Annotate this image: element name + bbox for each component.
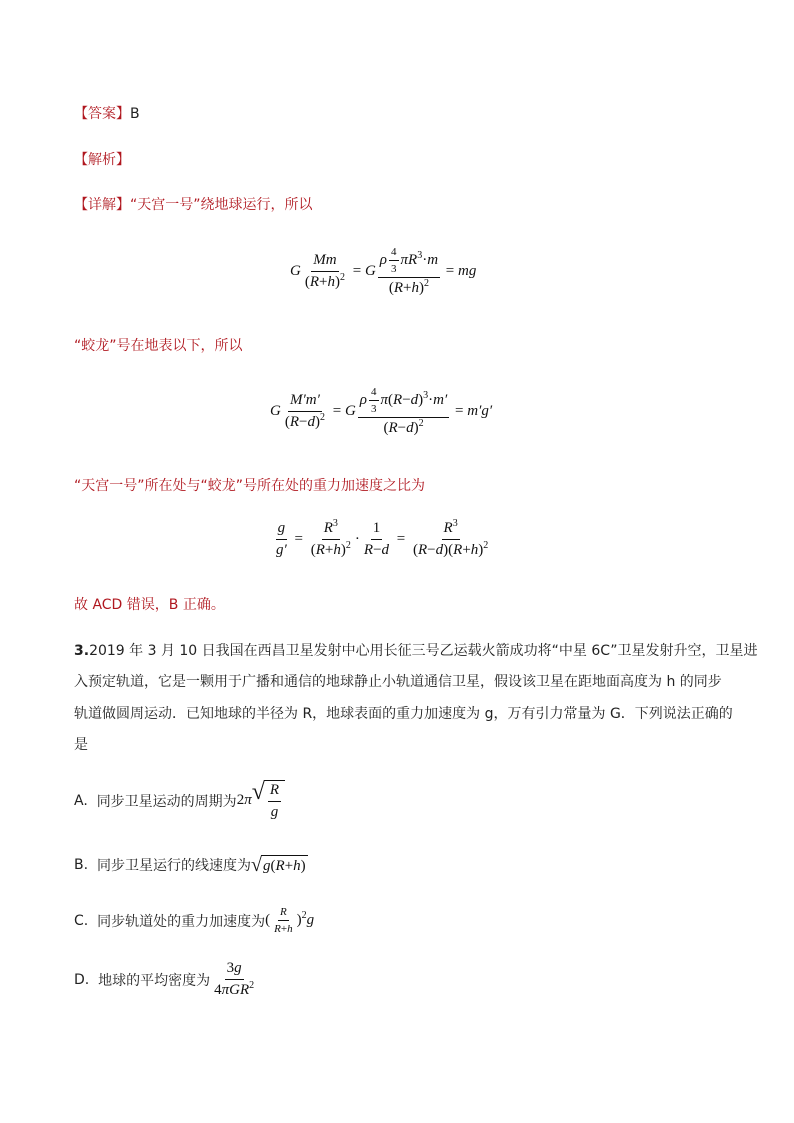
option-c-label: C. <box>74 912 89 929</box>
answer-line <box>74 103 140 123</box>
option-d[interactable] <box>74 960 258 999</box>
option-b-label: B. <box>74 857 89 873</box>
answer-value: B <box>130 106 140 122</box>
question-line-2: 入预定轨道，它是一颗用于广播和通信的地球静止小轨道通信卫星，假设该卫星在距地面高度为 h 的同步 <box>74 674 722 690</box>
option-d-formula: $\frac{3g}{4\pi GR^2}$ <box>214 960 255 998</box>
option-a-formula: 2π √ $\frac{R}{g}$ <box>237 780 285 821</box>
question-line-3: 轨道做圆周运动．已知地球的半径为 R，地球表面的重力加速度为 g，万有引力常量为 G．下列说法正确的 <box>74 706 733 722</box>
option-d-label: D. <box>74 971 90 988</box>
detail-line <box>74 194 313 214</box>
equation-ratio: $\frac{g}{g'}$ = $\frac{R^3}{(R+h)^2}$ · $\frac{1}{R-d}$ = $\frac{R^3}{(R-d)(R+h)^2}$ <box>276 518 489 558</box>
analysis-line <box>74 149 130 169</box>
option-b-formula: √ g ( R + h ) <box>250 854 306 876</box>
detail-label: 【详解】 <box>74 197 130 213</box>
jiaolong-text: “蛟龙”号在地表以下，所以 <box>74 338 243 354</box>
conclusion-text: 故 ACD 错误，B 正确。 <box>74 597 225 613</box>
ratio-text: “天宫一号”所在处与“蛟龙”号所在处的重力加速度之比为 <box>74 478 426 494</box>
option-b-text: 同步卫星运行的线速度为 <box>96 858 251 874</box>
question-line-1: 3.2019 年 3 月 10 日我国在西昌卫星发射中心用长征三号乙运载火箭成功将“中星 6C”卫星发射升空，卫星进 <box>74 643 758 659</box>
equation-jiaolong: G $\frac{M'm'}{(R-d)^2}$ = G ρ $\frac{4}{3}$ $\pi(R-d)^3\cdot m'$ $(R-d)^2$ = m′g′ <box>270 386 493 436</box>
question-line-4: 是 <box>74 737 88 753</box>
option-d-text: 地球的平均密度为 <box>98 972 211 989</box>
analysis-label: 【解析】 <box>74 152 130 168</box>
option-c[interactable] <box>74 906 314 935</box>
option-a[interactable] <box>74 780 285 821</box>
option-c-text: 同步轨道处的重力加速度为 <box>97 913 266 930</box>
option-a-text: 同步卫星运动的周期为 <box>96 793 237 810</box>
option-a-label: A. <box>74 792 88 809</box>
answer-label: 【答案】 <box>74 106 130 122</box>
detail-text: “天宫一号”绕地球运行，所以 <box>130 197 313 213</box>
option-b[interactable] <box>74 855 308 875</box>
question-number: 3. <box>74 643 90 659</box>
option-c-formula: ( $\frac{R}{R+h}$ )$^2$g <box>265 906 315 935</box>
equation-tiangong: G $\frac{Mm}{(R+h)^2}$ = G ρ $\frac{4}{3}$ $\pi R^3\cdot m$ $(R+h)^2$ = mg <box>290 246 477 296</box>
